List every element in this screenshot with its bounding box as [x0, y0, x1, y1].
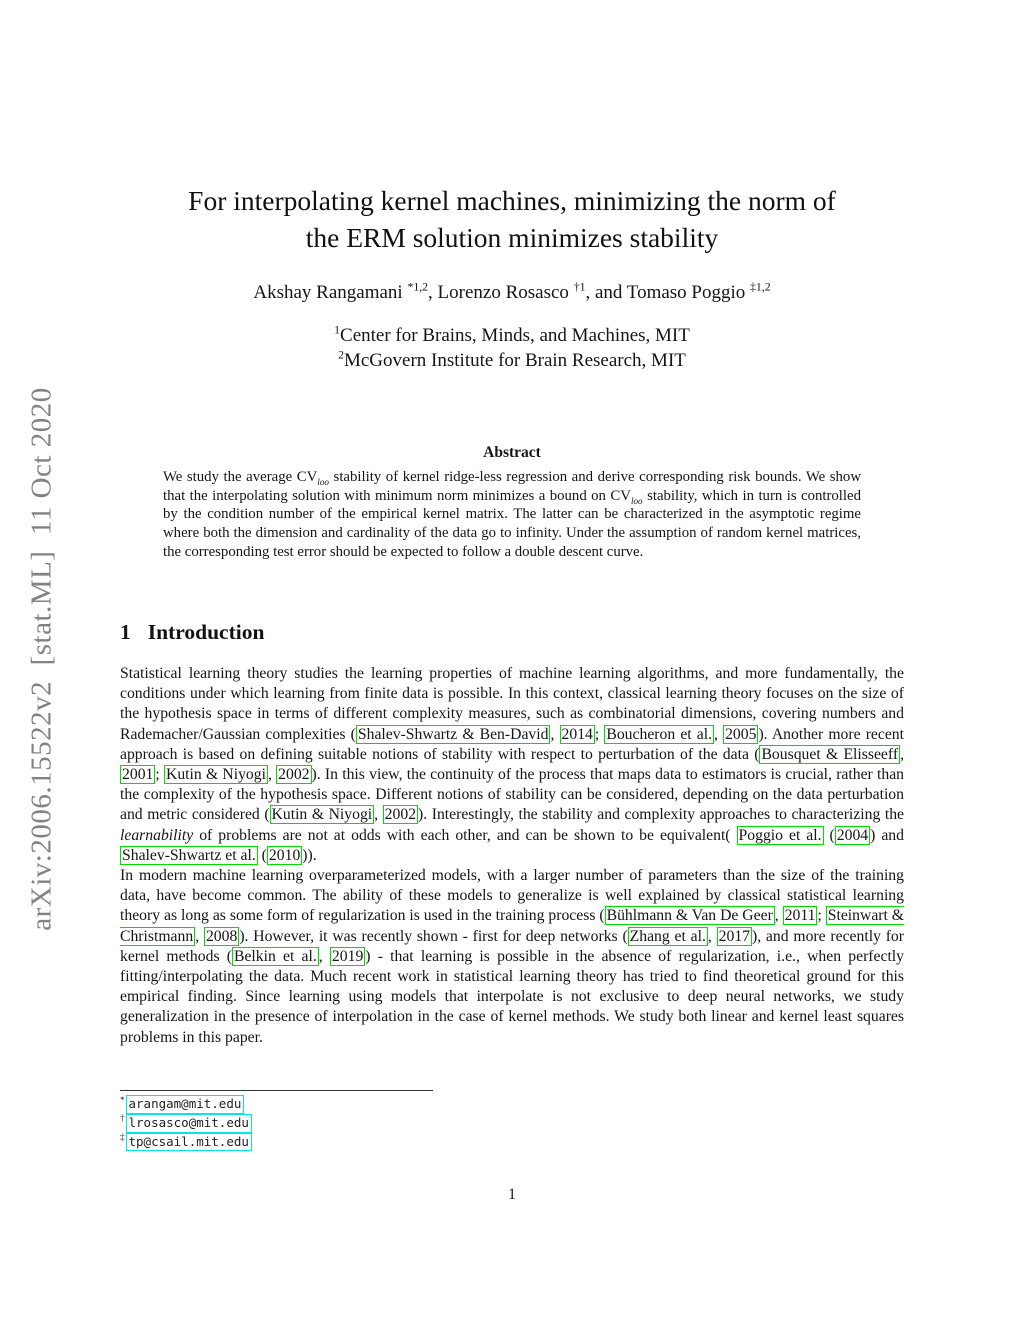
citation-link[interactable]: 2002	[278, 766, 310, 784]
introduction-body	[120, 664, 904, 1048]
citation-link[interactable]: 2011	[784, 907, 816, 925]
section-title: Introduction	[147, 620, 265, 644]
section-heading	[120, 620, 264, 645]
citation-link[interactable]: Bousquet & Elisseeff	[761, 745, 899, 763]
citation-link[interactable]: 2010	[268, 846, 301, 864]
paragraph: Statistical learning theory studies the learning properties of machine learning algorithms, and more fundamentally, the conditions under which learning from finite data is possible. In this context, classical learning theory focuses on the size of the hypothesis space in terms of different complexity measures, such as combinatorial dimensions, covering numbers and Rademacher/Gaussian complexities ( Shalev-Shwartz & Ben-David , 2014 ; Boucheron et al. , 2005 ). Another more recent approach is based on defining suitable notions of stability with respect to perturbation of the data ( Bousquet & Elisseeff , 2001 ; Kutin & Niyogi , 2002 ). In this view, the continuity of the process that maps data to estimators is crucial, rather than the complexity of the hypothesis space. Different notions of stability can be considered, depending on the data perturbation and metric considered ( Kutin & Niyogi , 2002 ). Interestingly, the stability and complexity approaches to characterizing the learnability of problems are not at odds with each other, and can be shown to be equivalent( Poggio et al. ( 2004 ) and Shalev-Shwartz et al. ( 2010 )).	[120, 665, 905, 864]
arxiv-watermark: arXiv:2006.15522v2 [stat.ML] 11 Oct 2020	[25, 387, 58, 931]
citation-link[interactable]: Steinwart & Christmann	[120, 907, 905, 945]
authors: Akshay Rangamani $^{*1,2}$, Lorenzo Rosasco $^{\dagger 1}$, and Tomaso Poggio $^{\ddagger 1,2}$	[253, 280, 771, 303]
affiliations	[0, 323, 1024, 373]
superscript-marker: *1,2	[407, 280, 429, 294]
superscript-marker: 2	[338, 348, 344, 362]
citation-link[interactable]: Bühlmann & Van De Geer	[606, 907, 773, 925]
affiliation-2: $^2$McGovern Institute for Brain Research, MIT	[338, 348, 686, 371]
paragraph: In modern machine learning overparameterized models, with a larger number of parameters than the size of the training data, have become common. The ability of these models to generalize is well explained by classical statistical learning theory as long as some form of regularization is used in the training process ( Bühlmann & Van De Geer , 2011 ; Steinwart & Christmann , 2008 ). However, it was recently shown - first for deep networks ( Zhang et al. , 2017 ), and more recently for kernel methods ( Belkin et al. , 2019 ) - that learning is possible in the absence of regularization, i.e., when perfectly fitting/interpolating the data. Much recent work in statistical learning theory has tried to find theoretical ground for this empirical finding. Since learning using models that interpolate is not exclusive to deep neural networks, we study generalization in the presence of interpolation in the case of kernel methods. We study both linear and kernel least squares problems in this paper.	[120, 867, 905, 1046]
email-link[interactable]: lrosasco@mit.edu	[126, 1114, 252, 1133]
abstract-text: We study the average $CV_{loo}$ stability of kernel ridge-less regression and derive corresponding risk bounds. We show that the interpolating solution with minimum norm minimizes a bound on $CV_{loo}$ stability, which in turn is controlled by the condition number of the empirical kernel matrix. The latter can be characterized in the asymptotic regime where both the dimension and cardinality of the data go to infinity. Under the assumption of random kernel matrices, the corresponding test error should be expected to follow a double descent curve.	[163, 469, 862, 560]
citation-link[interactable]: Shalev-Shwartz et al.	[122, 846, 256, 864]
subscript: loo	[317, 476, 329, 487]
footnote-marker: ‡	[120, 1132, 125, 1143]
page-number: 1	[508, 1186, 516, 1203]
affiliation-1: $^1$Center for Brains, Minds, and Machines, MIT	[334, 323, 690, 346]
citation-link[interactable]: 2005	[725, 725, 757, 743]
subscript: loo	[630, 495, 643, 506]
citation-link[interactable]: Boucheron et al.	[606, 725, 713, 743]
superscript-marker: †1	[573, 280, 586, 294]
section-number: 1	[120, 620, 131, 644]
footnote-marker: *	[120, 1094, 125, 1105]
citation-link[interactable]: Poggio et al.	[738, 826, 822, 844]
footnote-rule	[120, 1090, 433, 1091]
citation-link[interactable]: Belkin et al.	[233, 947, 317, 965]
citation-link[interactable]: Shalev-Shwartz & Ben-David	[357, 725, 549, 743]
footnote-marker: †	[120, 1113, 125, 1124]
footnote	[120, 1133, 904, 1152]
citation-link[interactable]: 2019	[331, 947, 364, 965]
paper-title	[0, 182, 1024, 256]
citation-link[interactable]: Kutin & Niyogi	[165, 766, 266, 784]
citation-link[interactable]: 2014	[561, 725, 593, 743]
email-link[interactable]: tp@csail.mit.edu	[126, 1133, 252, 1152]
citation-link[interactable]: 2004	[836, 826, 869, 844]
superscript-marker: 1	[334, 323, 341, 337]
footnote	[120, 1114, 904, 1133]
footnote-area	[120, 1090, 904, 1151]
abstract-heading: Abstract	[483, 444, 541, 461]
citation-link[interactable]: 2002	[384, 806, 417, 824]
footnote	[120, 1095, 904, 1114]
citation-link[interactable]: 2001	[122, 766, 154, 784]
citation-link[interactable]: 2017	[718, 927, 750, 945]
italic-term: learnability	[120, 826, 194, 844]
superscript-marker: ‡1,2	[750, 280, 771, 294]
paper-title-line2: the ERM solution minimizes stability	[305, 222, 719, 253]
citation-link[interactable]: 2008	[205, 927, 238, 945]
paper-title-line1: For interpolating kernel machines, minimizing the norm of	[188, 185, 836, 216]
email-link[interactable]: arangam@mit.edu	[126, 1095, 245, 1114]
citation-link[interactable]: Kutin & Niyogi	[271, 806, 373, 824]
citation-link[interactable]: Zhang et al.	[629, 927, 706, 945]
